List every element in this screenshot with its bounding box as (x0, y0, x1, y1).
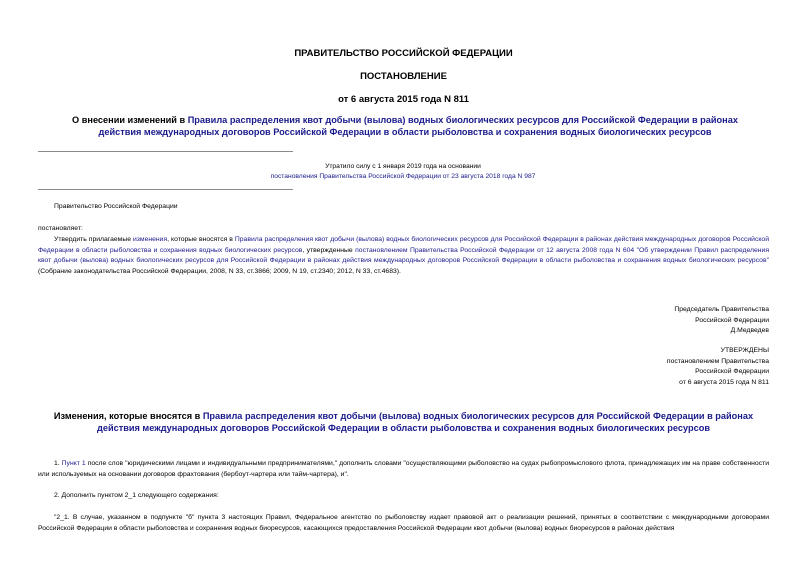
decree-604-link[interactable]: постановлением Правительства Российской Федерации от 12 августа 2008 года N 604 "Об утверждении Правил распределения квот добычи (вылова) водных биологических ресурсов для Российской Федерации в районах действия международных договоров Российской Федерации в области рыболовства и сохранения водных биологических ресурсов" (38, 246, 770, 265)
separator-bottom (38, 189, 293, 190)
item-1 (38, 459, 769, 480)
approved-country: Российской Федерации (695, 368, 769, 376)
changes-title-prefix: Изменения, которые вносятся в (53, 411, 203, 421)
status-link-wrap (240, 172, 566, 183)
signature-name: Д.Медведев (730, 327, 769, 335)
approved-date: от 6 августа 2015 года N 811 (679, 378, 769, 386)
preamble-decrees: постановляет: (38, 225, 83, 232)
separator-top (38, 151, 293, 152)
item-1-text: после слов "юридическими лицами и индивидуальными предпринимателями," дополнить словами "осуществляющими рыболовство на судах рыбопромыслового флота, принадлежащих им на праве собственности или используемых на основании договоров фрахтования (бербоут-чартера или тайм-чартера), и". (38, 460, 770, 478)
approved-by: постановлением Правительства (666, 357, 769, 365)
document-title (60, 114, 750, 138)
preamble-government: Правительство Российской Федерации (54, 203, 178, 210)
title-prefix: О внесении изменений в (72, 115, 188, 125)
changes-title-rules-link[interactable]: Правила распределения квот добычи (вылова) водных биологических ресурсов для Российской Федерации в районах действия международных договоров Российской Федерации в области рыболовства и сохранения водных биологических ресурсов (97, 411, 754, 433)
rules-link[interactable]: Правила распределения квот добычи (вылова) водных биологических ресурсов для Российской Федерации в районах действия международных договоров Российской Федерации в области рыболовства и сохранения водных биологических ресурсов (38, 236, 770, 254)
item-1-point-link[interactable]: Пункт 1 (61, 460, 86, 467)
item-2: 2. Дополнить пунктом 2_1 следующего содержания: (54, 492, 219, 499)
decree-text-4: (Собрание законодательства Российской Федерации, 2008, N 33, ст.3866; 2009, N 19, ст.2340; 2012, N 33, ст.4683). (38, 267, 401, 275)
approved-block (667, 346, 769, 388)
title-rules-link[interactable]: Правила распределения квот добычи (вылова) водных биологических ресурсов для Российской Федерации в районах действия международных договоров Российской Федерации в области рыболовства и сохранения водных биологических ресурсов (98, 115, 738, 137)
approved-heading: УТВЕРЖДЕНЫ (720, 347, 769, 354)
repeal-decree-link[interactable]: постановления Правительства Российской Федерации от 23 августа 2018 года N 987 (270, 173, 536, 180)
changes-link[interactable]: изменения (133, 236, 168, 243)
item-3: "2_1. В случае, указанном в подпункте "б" пункта 3 настоящих Правил, Федеральное агентство по рыболовству издает правовой акт о реализации решений, принятых в соответствии с международными договорами Российской Федерации в области рыболовства и сохранения водных биоресурсов, касающихся предоставления Российской Федерации квот добычи (вылова) водных биоресурсов в районах действия (38, 514, 769, 532)
signature-block (674, 305, 769, 337)
decree-text-2: , которые вносятся в (167, 236, 235, 243)
item-1-number: 1. (54, 460, 62, 467)
changes-title (40, 410, 767, 434)
document-date-number: от 6 августа 2015 года N 811 (338, 94, 469, 105)
signature-position: Председатель Правительства (674, 306, 769, 313)
signature-country: Российской Федерации (695, 316, 769, 324)
decree-text-3: , утвержденные (302, 246, 356, 254)
decree-text-1: Утвердить прилагаемые (54, 236, 133, 243)
decree-paragraph (38, 235, 769, 277)
document-type: ПОСТАНОВЛЕНИЕ (360, 71, 447, 82)
status-line: Утратило силу с 1 января 2019 года на основании (325, 163, 481, 170)
government-name: ПРАВИТЕЛЬСТВО РОССИЙСКОЙ ФЕДЕРАЦИИ (294, 48, 513, 59)
